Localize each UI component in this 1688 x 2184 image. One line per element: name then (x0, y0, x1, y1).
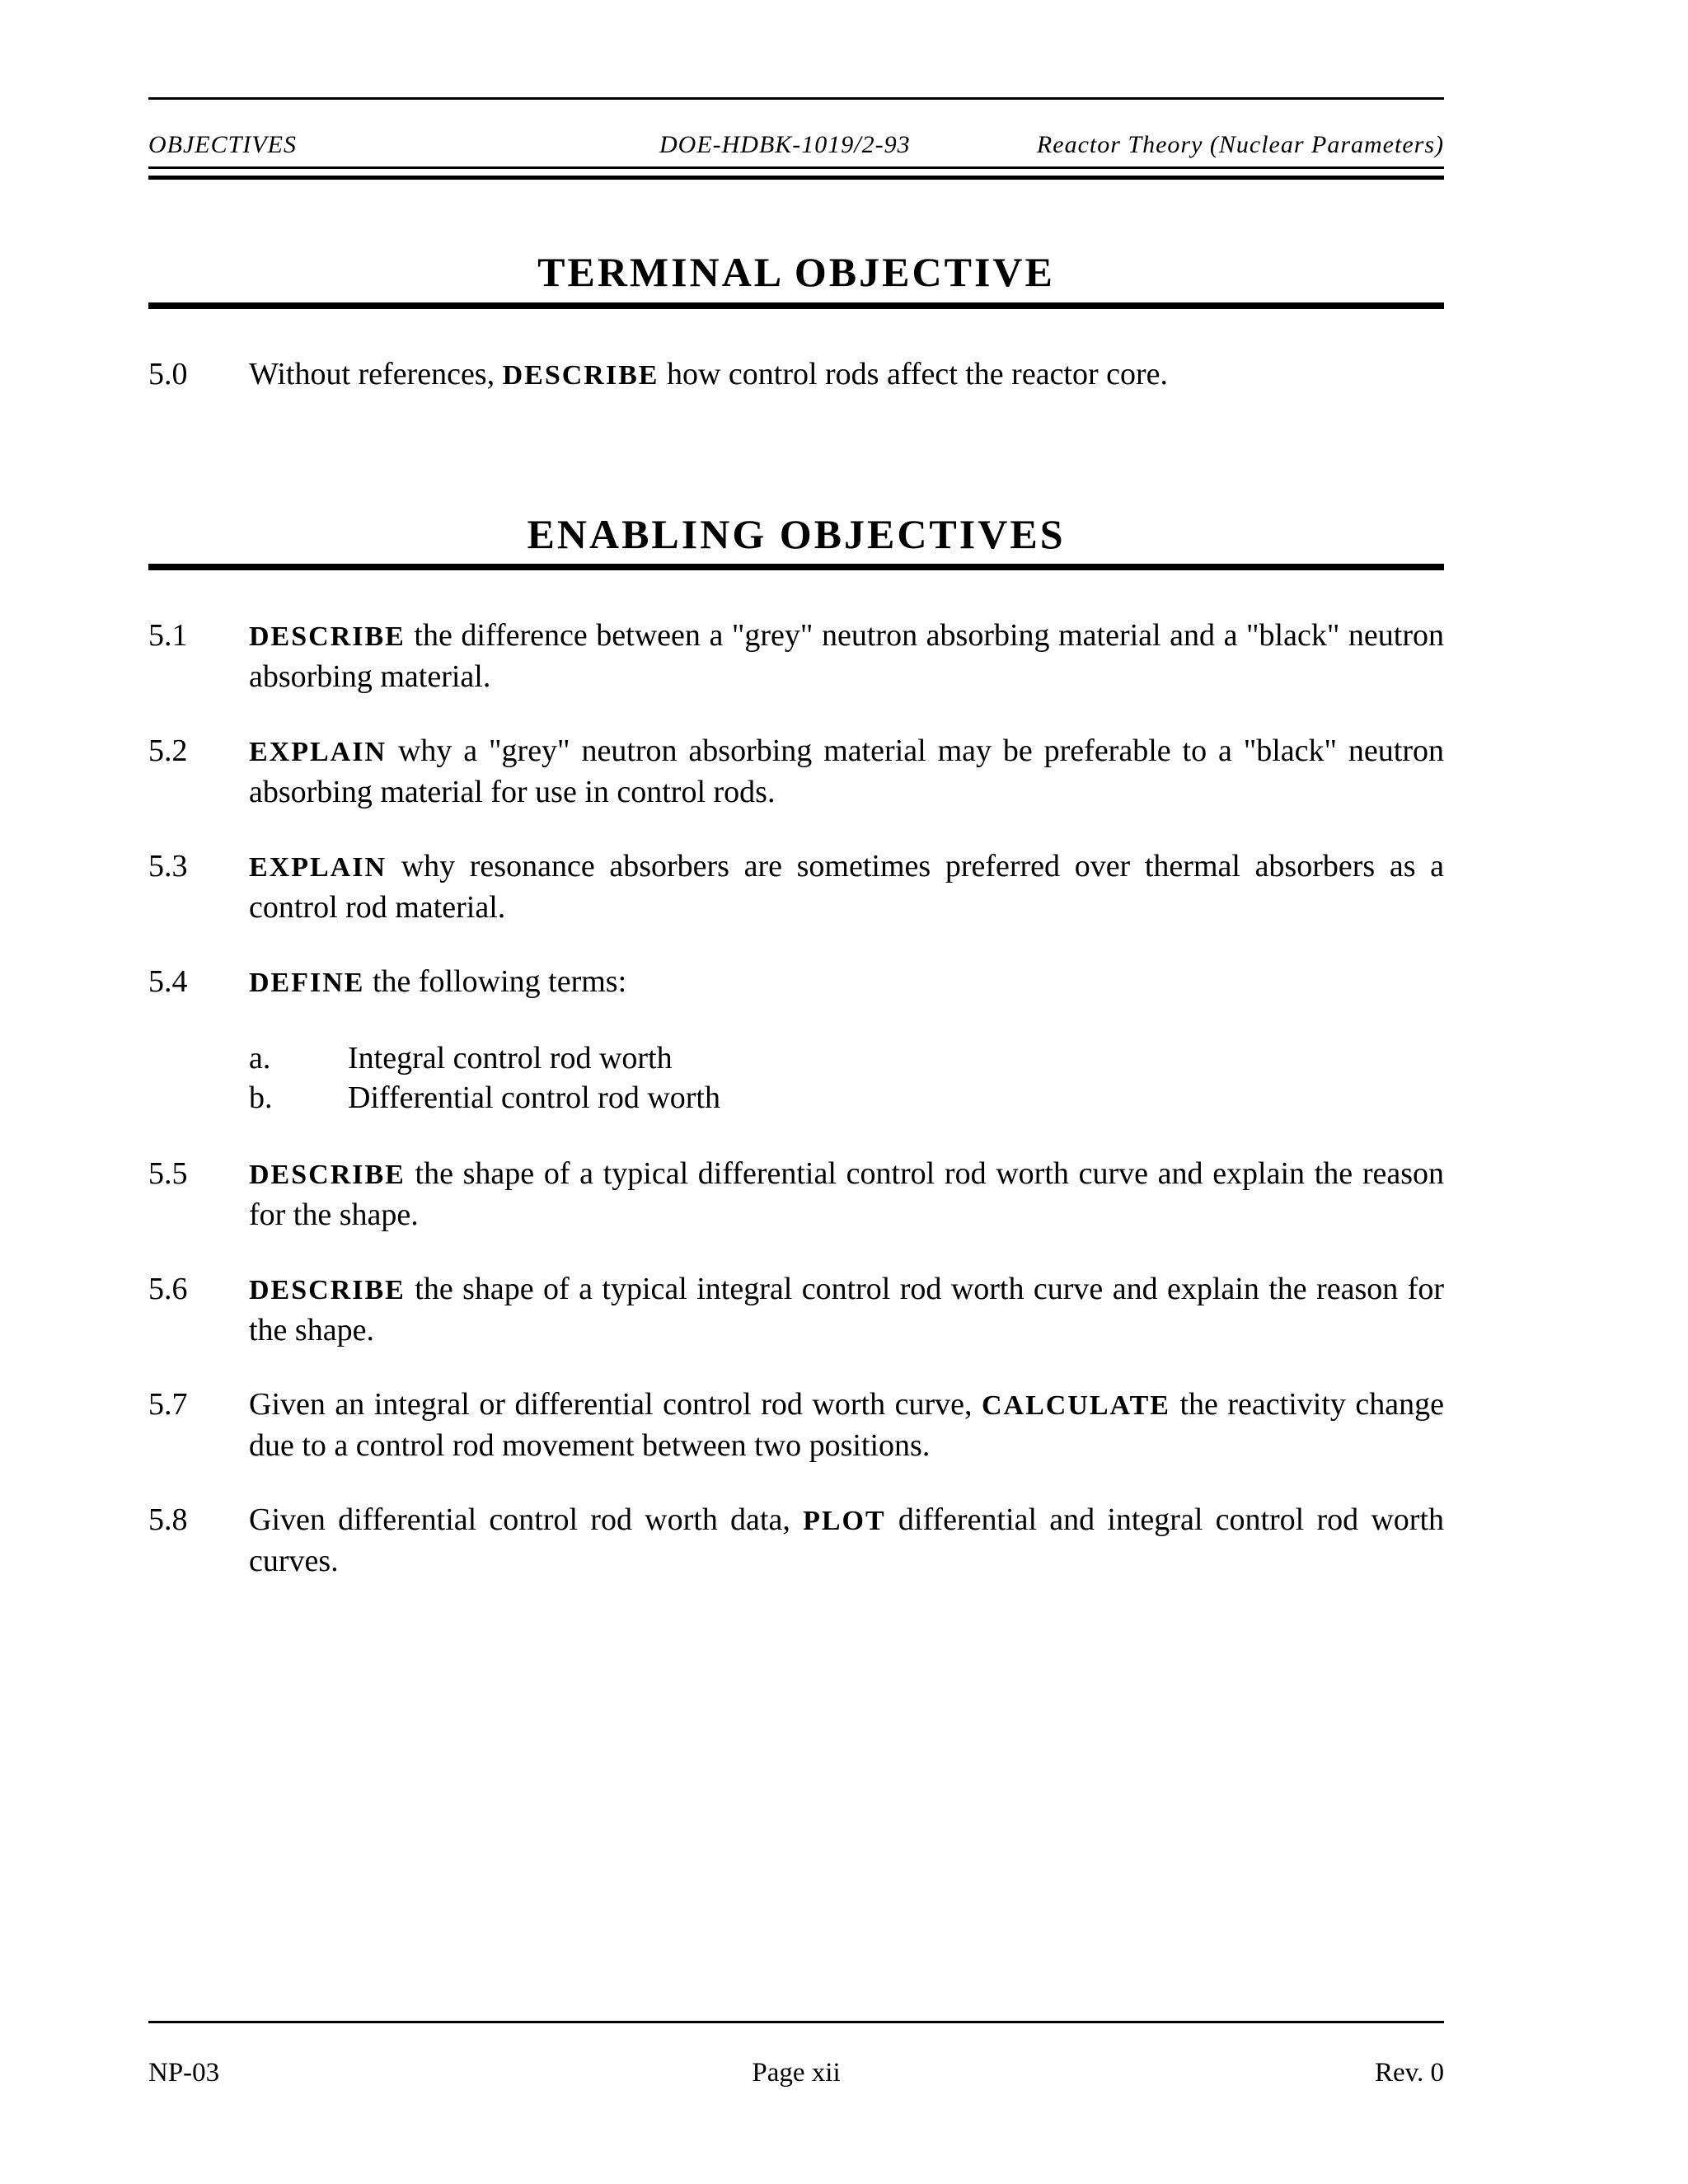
header-rule-thick (148, 176, 1444, 180)
objective-5-1 (148, 616, 1444, 696)
objective-5-7 (148, 1385, 1444, 1465)
objective-text: Given an integral or differential control rod worth curve, CALCULATE the reactivity change due to a control rod movement between two positions. (249, 1387, 1444, 1463)
term-text: Integral control rod worth (348, 1041, 673, 1076)
objective-keyword: EXPLAIN (249, 737, 387, 767)
objective-5-6 (148, 1269, 1444, 1350)
term-item-a (249, 1038, 673, 1078)
objective-keyword: DESCRIBE (502, 360, 659, 391)
header-top-rule (148, 97, 1444, 100)
objective-number: 5.5 (148, 1156, 188, 1191)
objective-5-2 (148, 731, 1444, 812)
footer-module-id: NP-03 (148, 2058, 220, 2088)
objective-number: 5.1 (148, 618, 188, 653)
header-section-label: OBJECTIVES (148, 131, 297, 158)
footer-revision: Rev. 0 (1374, 2058, 1444, 2088)
objective-text: Given differential control rod worth data, PLOT differential and integral control rod worth curves. (249, 1502, 1444, 1578)
enabling-title-rule (148, 564, 1444, 570)
objective-text: DEFINE the following terms: (249, 964, 627, 999)
objective-number: 5.6 (148, 1272, 188, 1306)
objective-number: 5.0 (148, 357, 188, 391)
objective-keyword: EXPLAIN (249, 852, 387, 883)
footer-rule (148, 2021, 1444, 2023)
objective-keyword: DESCRIBE (249, 1275, 406, 1305)
objective-keyword: CALCULATE (981, 1390, 1170, 1421)
term-text: Differential control rod worth (348, 1080, 720, 1115)
term-letter: b. (249, 1080, 273, 1115)
objective-text: EXPLAIN why resonance absorbers are sometimes preferred over thermal absorbers as a control rod material. (249, 849, 1445, 925)
objective-5-4 (148, 962, 1444, 1003)
objective-number: 5.7 (148, 1387, 188, 1422)
objective-number: 5.3 (148, 849, 188, 883)
objective-5-3 (148, 846, 1444, 927)
term-item-b (249, 1078, 720, 1118)
term-letter: a. (249, 1041, 271, 1076)
objective-5-5 (148, 1154, 1444, 1235)
header-document-title: Reactor Theory (Nuclear Parameters) (1036, 131, 1444, 158)
objective-text: Without references, DESCRIBE how control rods affect the reactor core. (249, 357, 1169, 391)
objective-5-8 (148, 1500, 1444, 1581)
objective-number: 5.2 (148, 733, 188, 768)
objective-keyword: PLOT (803, 1506, 886, 1536)
objective-number: 5.8 (148, 1502, 188, 1537)
objective-5-0 (148, 354, 1444, 396)
objective-keyword: DESCRIBE (249, 1160, 406, 1190)
header-document-id: DOE-HDBK-1019/2-93 (659, 131, 911, 158)
terminal-title-rule (148, 302, 1444, 309)
footer-page-number: Page xii (752, 2058, 841, 2088)
header-rule-thin (148, 166, 1444, 169)
objective-number: 5.4 (148, 964, 188, 999)
objective-text: DESCRIBE the shape of a typical integral control rod worth curve and explain the reason for the shape. (249, 1272, 1444, 1347)
objective-text: EXPLAIN why a "grey" neutron absorbing material may be preferable to a "black" neutron absorbing material for use in control rods. (249, 733, 1445, 809)
terminal-objective-title: TERMINAL OBJECTIVE (537, 249, 1055, 295)
enabling-objectives-title: ENABLING OBJECTIVES (527, 511, 1066, 557)
objective-keyword: DEFINE (249, 968, 365, 998)
objective-text: DESCRIBE the difference between a "grey" neutron absorbing material and a "black" neutron absorbing material. (249, 618, 1444, 694)
objective-text: DESCRIBE the shape of a typical differential control rod worth curve and explain the reason for the shape. (249, 1156, 1445, 1232)
objective-keyword: DESCRIBE (249, 621, 406, 652)
